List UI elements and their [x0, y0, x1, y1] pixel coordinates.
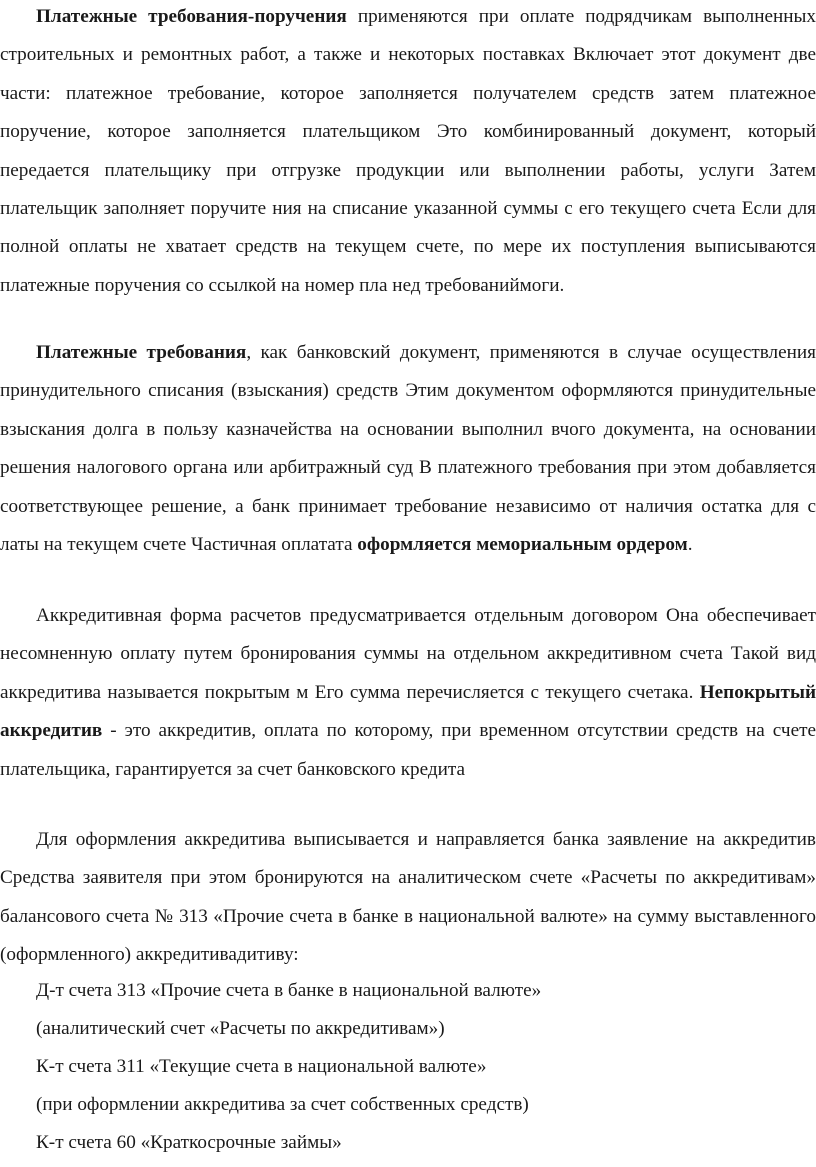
term-uncovered-letter-of-credit: Непокрытый аккредитив [0, 681, 816, 742]
term-payment-requests: Платежные требования [36, 342, 247, 363]
paragraph-text: применяются при оплате подрядчикам выполненных строительных и ремонтных работ, а также и некоторых поставках Включает этот документ две части: платежное требование, которое заполняется получателем средств затем платежное поручение, которое заполняется плательщиком Это комбинированный документ, который передается плательщику при отгрузке продукции или выполнении работы, услуги Затем плательщик заполняет поручите ния на списание указанной суммы с его текущего счета Если для полной оплаты не хватает средств на текущем счете, по мере их поступления выписываются платежные поручения со ссылкой на номер пла нед требованиймоги. [0, 6, 816, 296]
paragraph-end: . [687, 534, 693, 556]
entry-line: (аналитический счет «Расчеты по аккредитивам») [36, 1018, 445, 1039]
paragraph-text: , как банковский документ, применяются в случае осуществления принудительного списания (взыскания) средств Этим документом оформляются принудительные взыскания долга в пользу казначейства на основании выполнил вчого документа, на основании решения налогового органа или арбитражный суд В платежного требования при этом добавляется соответствующее решение, а банк принимает требование независимо от наличия остатка для с латы на текущем счете Частичная оплатата [0, 342, 816, 556]
entry-line: К-т счета 60 «Краткосрочные займы» [36, 1132, 342, 1153]
paragraph-text: Для оформления аккредитива выписывается и направляется банка заявление на аккредитив Средства заявителя при этом бронируются на аналитическом счете «Расчеты по аккредитивам» балансового счета № 313 «Прочие счета в банке в национальной валюте» на сумму выставленного (оформленного) аккредитивадитиву: [0, 829, 816, 966]
term-payment-requests-orders: Платежные требования-поручения [36, 6, 347, 27]
paragraph-text: Аккредитивная форма расчетов предусматривается отдельным договором Она обеспечивает несомненную оплату путем бронирования суммы на отдельном аккредитивном счета Такой вид аккредитива называется покрытым м Его сумма перечисляется с текущего счетака. [0, 605, 816, 703]
entry-line: Д-т счета 313 «Прочие счета в банке в национальной валюте» [36, 980, 542, 1001]
paragraph-letter-of-credit-procedure [0, 821, 816, 975]
paragraph-payment-requests [0, 334, 816, 564]
paragraph-letter-of-credit [0, 597, 816, 789]
paragraph-text-after: - это аккредитив, оплата по которому, при временном отсутствии средств на счете плательщика, гарантируется за счет банковского кредита [0, 720, 816, 780]
paragraph-payment-requests-orders [0, 0, 816, 305]
entry-line: (при оформлении аккредитива за счет собственных средств) [36, 1094, 529, 1115]
term-memorial-order: оформляется мемориальным ордером [357, 534, 688, 556]
entry-line: К-т счета 311 «Текущие счета в национальной валюте» [36, 1056, 487, 1077]
